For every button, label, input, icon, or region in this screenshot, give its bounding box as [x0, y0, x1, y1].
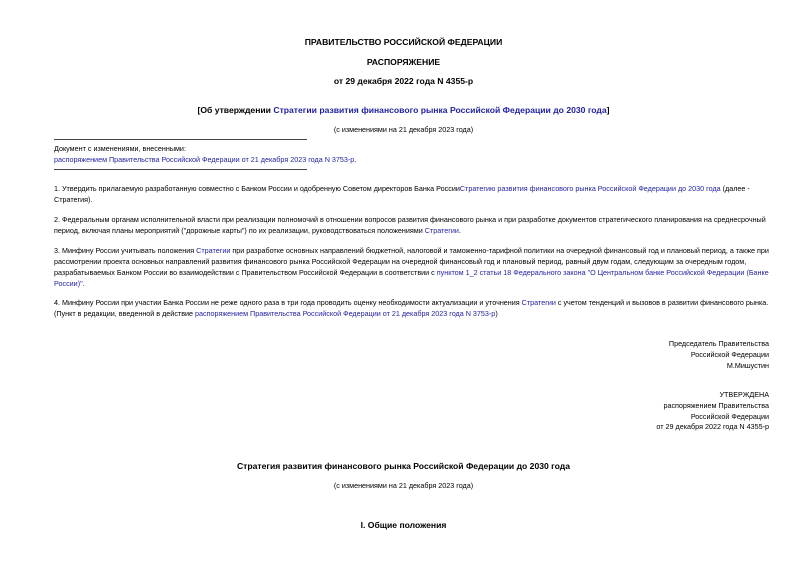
- paragraph-3: 3. Минфину России учитывать положения Стратегии при разработке основных направлений бюджетной, налоговой и таможенно-тарифной политики на очередной финансовый год и плановый период, а также при рассмотрении проекта основных направлений развития финансового рынка Российской Федерации на очередной финансовый год и плановый период, равный двум годам, следующим за очередным годом, разрабатываемых Банком России во взаимодействии с Правительством Российской Федерации в соответствии с пунктом 1_2 статьи 18 Федерального закона "О Центральном банке Российской Федерации (Банке России)".: [54, 246, 769, 288]
- p4-decree-link[interactable]: распоряжением Правительства Российской Федерации от 21 декабря 2023 года N 3753-р: [195, 309, 496, 318]
- signature-name: М.Мишустин: [726, 361, 769, 370]
- title-suffix: ]: [606, 105, 610, 115]
- title-prefix: [Об утверждении: [197, 105, 274, 115]
- section-heading: I. Общие положения: [360, 520, 447, 530]
- document-date: от 29 декабря 2022 года N 4355-р: [333, 76, 474, 86]
- changes-decree-link[interactable]: распоряжением Правительства Российской Федерации от 21 декабря 2023 года N 3753-р: [54, 155, 355, 164]
- amendment-note: (с изменениями на 21 декабря 2023 года): [333, 125, 474, 134]
- paragraph-2: 2. Федеральным органам исполнительной власти при реализации полномочий в отношении вопросов развития финансового рынка и при разработке документов стратегического планирования на среднесрочный период, включая планы мероприятий ("дорожные карты") по их реализации, руководствоваться положениями Стратегии.: [54, 215, 766, 235]
- changes-bottom-rule: [54, 169, 307, 170]
- approved-date: от 29 декабря 2022 года N 4355-р: [656, 422, 769, 431]
- changes-label: Документ с изменениями, внесенными:: [54, 144, 186, 153]
- title-strategy-link[interactable]: Стратегии развития финансового рынка Российской Федерации до 2030 года: [273, 105, 607, 115]
- approved-by: распоряжением Правительства: [663, 401, 769, 410]
- strategy-amendment-note: (с изменениями на 21 декабря 2023 года): [333, 481, 474, 490]
- signature-position: Председатель Правительства: [668, 339, 769, 348]
- signature-org: Российской Федерации: [690, 350, 769, 359]
- strategy-title: Стратегия развития финансового рынка Российской Федерации до 2030 года: [236, 461, 571, 471]
- p4-strategy-link[interactable]: Стратегии: [521, 298, 556, 307]
- approved-label: УТВЕРЖДЕНА: [719, 390, 769, 399]
- document-type: РАСПОРЯЖЕНИЕ: [366, 57, 441, 67]
- changes-line: распоряжением Правительства Российской Федерации от 21 декабря 2023 года N 3753-р.: [54, 155, 357, 164]
- government-heading: ПРАВИТЕЛЬСТВО РОССИЙСКОЙ ФЕДЕРАЦИИ: [304, 37, 503, 47]
- p3-law-link-cont[interactable]: России)": [54, 279, 83, 288]
- paragraph-4: 4. Минфину России при участии Банка России не реже одного раза в три года проводить оценку необходимости актуализации и уточнения Стратегии с учетом тенденций и вызовов в развитии финансового рынка. (Пункт в редакции, введенной в действие распоряжением Правительства Российской Федерации от 21 декабря 2023 года N 3753-р): [54, 298, 769, 318]
- p1-strategy-link[interactable]: Стратегию развития финансового рынка Российской Федерации до 2030 года: [459, 184, 721, 193]
- p2-strategy-link[interactable]: Стратегии: [424, 226, 459, 235]
- approved-org: Российской Федерации: [690, 412, 769, 421]
- document-title: [0, 105, 807, 115]
- p3-strategy-link[interactable]: Стратегии: [196, 246, 231, 255]
- paragraph-1: 1. Утвердить прилагаемую разработанную совместно с Банком России и одобренную Советом директоров Банка РоссииСтратегию развития финансового рынка Российской Федерации до 2030 года (далее - Стратегия).: [54, 184, 750, 204]
- p3-law-link[interactable]: пунктом 1_2 статьи 18 Федерального закона "О Центральном банке Российской Федерации (Банке: [436, 268, 769, 277]
- changes-top-rule: [54, 139, 307, 140]
